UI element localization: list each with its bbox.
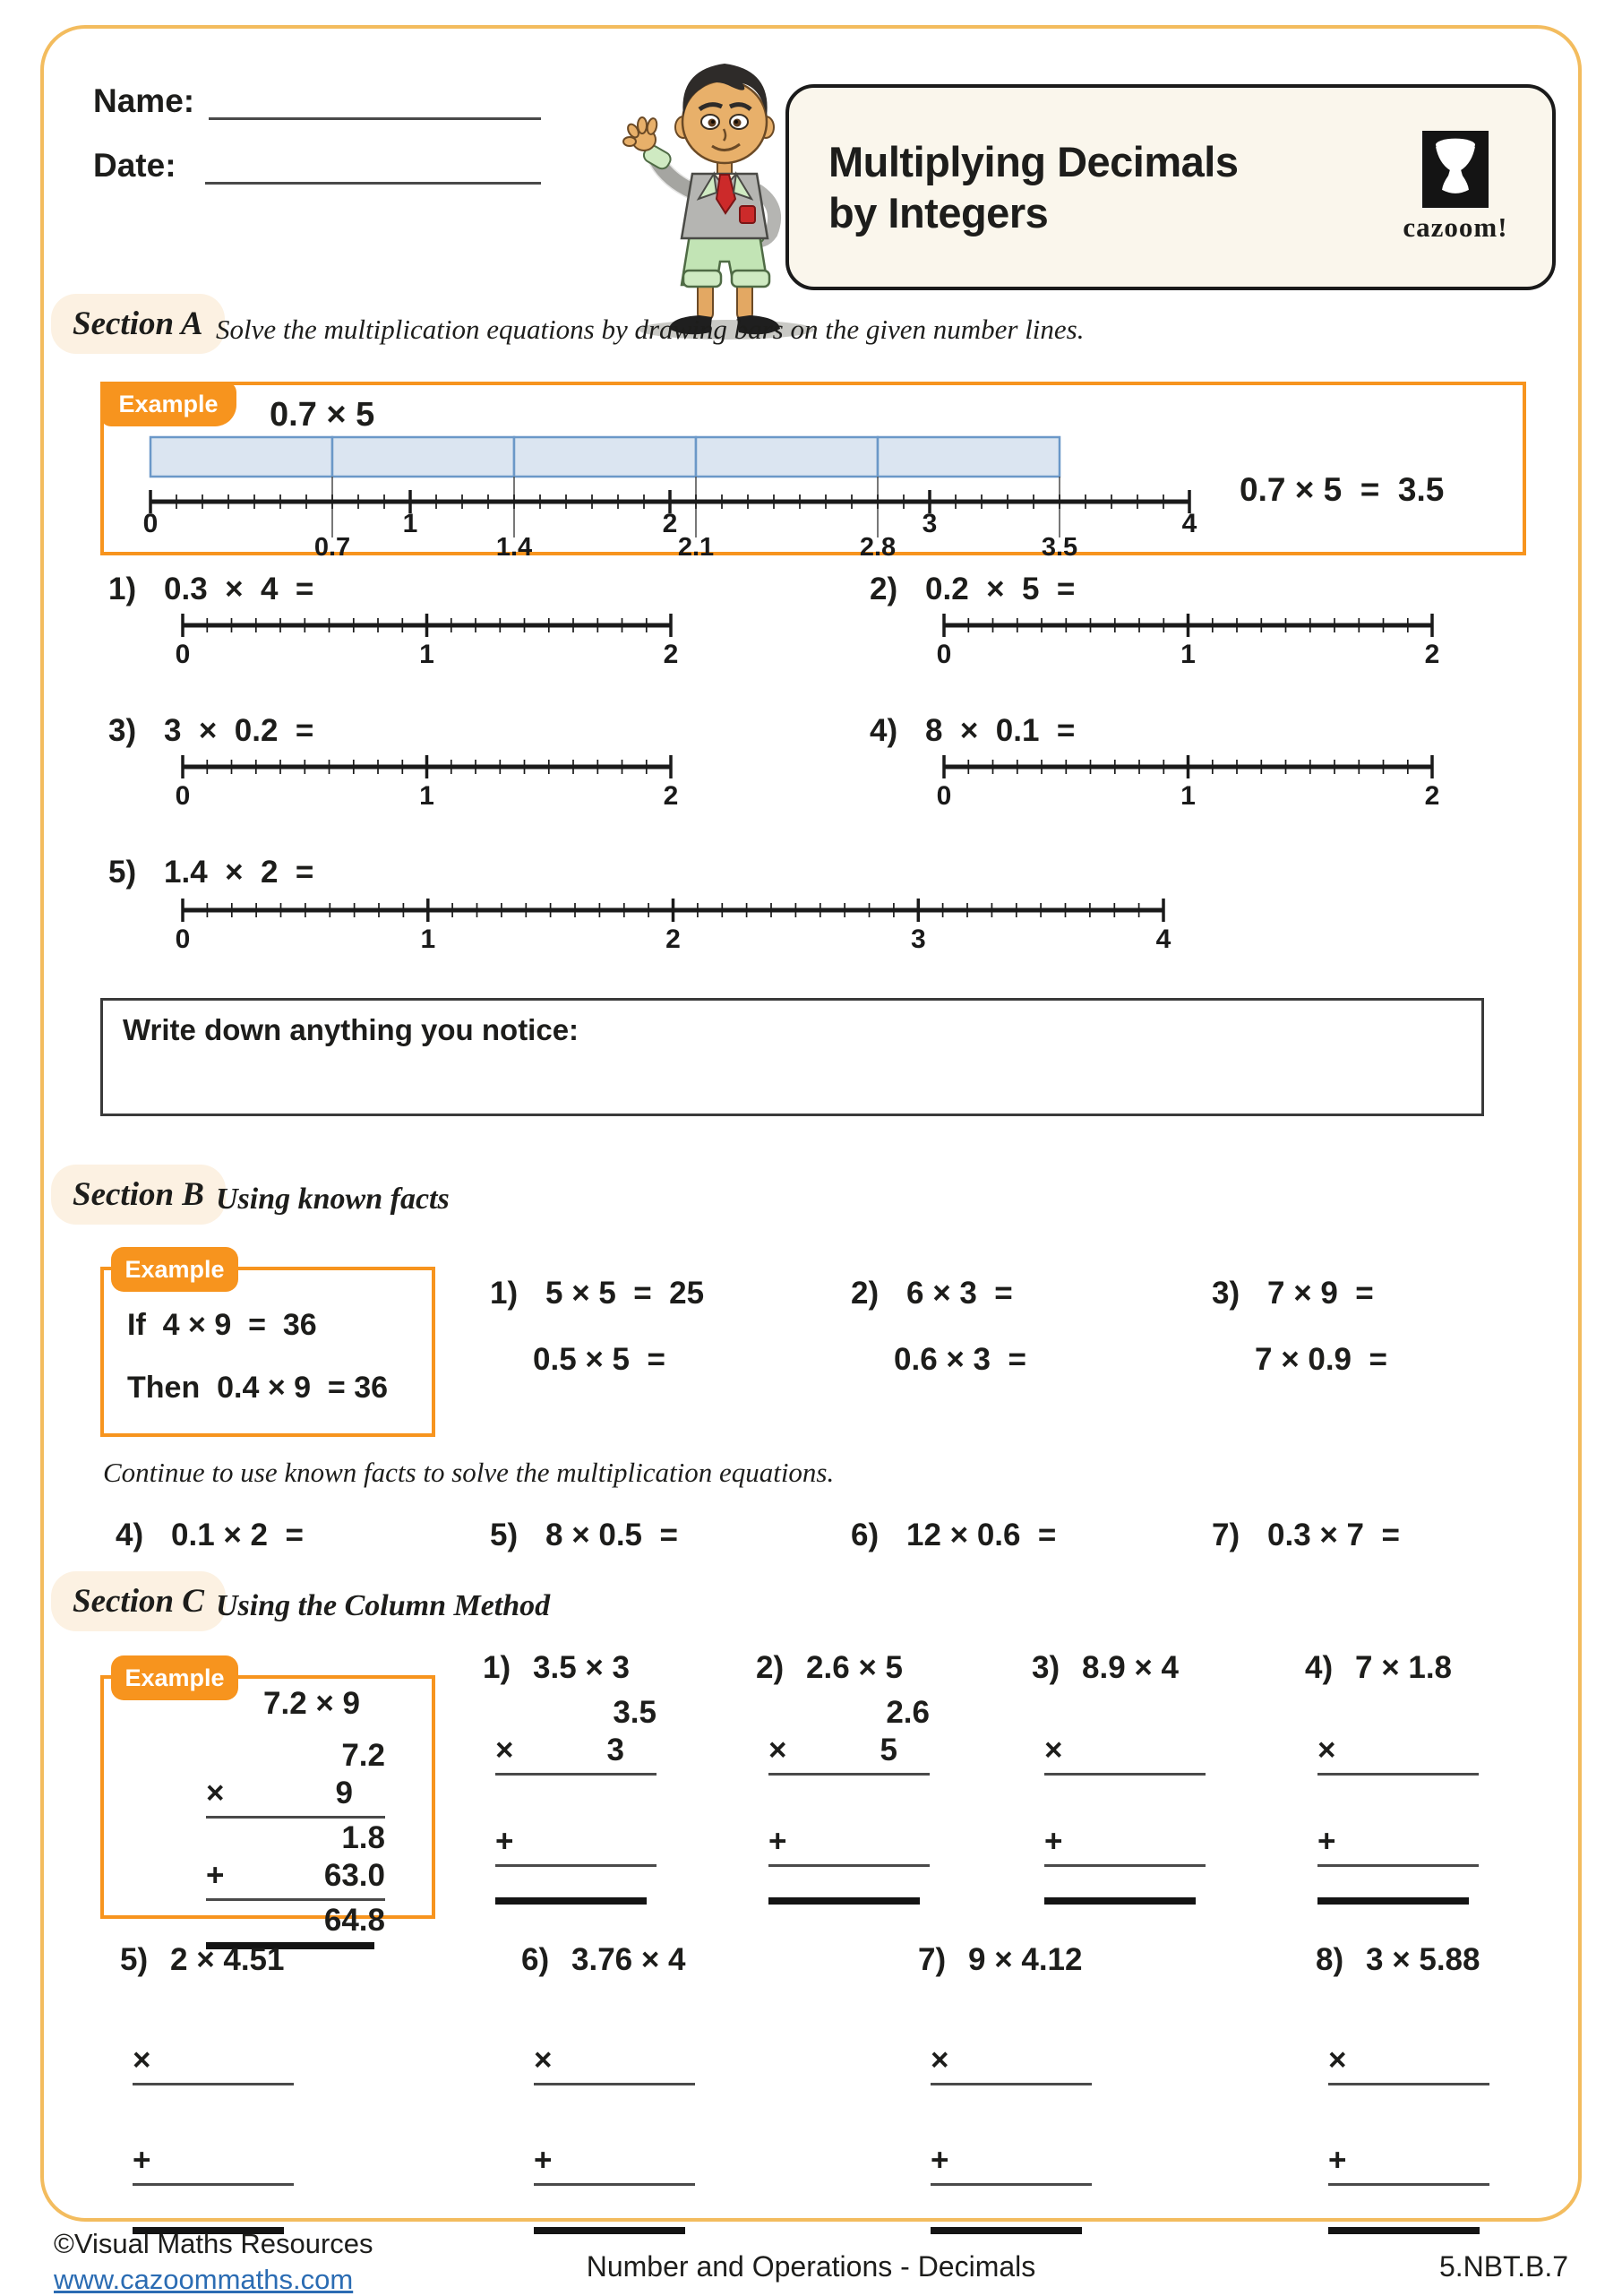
column-work-row: 64.8 bbox=[323, 1903, 385, 1938]
svg-text:2.8: 2.8 bbox=[859, 533, 897, 557]
svg-text:1: 1 bbox=[1180, 781, 1196, 811]
column-work-row: × 9 bbox=[206, 1776, 353, 1810]
question-c3: 3) 8.9 × 4 × + bbox=[1032, 1650, 1238, 1905]
column-work-row: + bbox=[1328, 2143, 1347, 2178]
svg-text:2: 2 bbox=[662, 509, 678, 538]
question-a4: 4) 8 × 0.1 = bbox=[870, 713, 1076, 748]
answer-line[interactable] bbox=[206, 1898, 385, 1901]
example-number-line bbox=[142, 432, 1198, 557]
example-derived-fact: Then 0.4 × 9 = 36 bbox=[127, 1371, 389, 1405]
question-c5: 5) 2 × 4.51 × + bbox=[120, 1942, 326, 2234]
svg-text:0: 0 bbox=[175, 924, 191, 954]
column-work-row: × bbox=[1044, 1733, 1063, 1767]
answer-space[interactable] bbox=[133, 2188, 294, 2225]
answer-line[interactable] bbox=[931, 2083, 1092, 2085]
answer-line[interactable] bbox=[768, 1773, 930, 1776]
svg-text:1: 1 bbox=[419, 640, 434, 669]
question-b3: 3) 7 × 9 = 7 × 0.9 = bbox=[1212, 1276, 1387, 1377]
answer-line[interactable] bbox=[206, 1816, 385, 1819]
answer-space[interactable] bbox=[495, 1777, 657, 1824]
svg-text:0: 0 bbox=[175, 781, 191, 811]
column-work[interactable] bbox=[1044, 1695, 1206, 1905]
result-line[interactable] bbox=[1328, 2227, 1480, 2234]
footer-standard-code: 5.NBT.B.7 bbox=[1438, 2250, 1568, 2283]
question-a5: 5) 1.4 × 2 = bbox=[108, 855, 314, 890]
answer-line[interactable] bbox=[1317, 1773, 1479, 1776]
question-c7: 7) 9 × 4.12 × + bbox=[918, 1942, 1124, 2234]
question-c6: 6) 3.76 × 4 × + bbox=[521, 1942, 727, 2234]
answer-line[interactable] bbox=[133, 2083, 294, 2085]
column-work-row: + bbox=[931, 2143, 949, 2178]
answer-space[interactable] bbox=[1328, 2188, 1489, 2225]
example-tab: Example bbox=[111, 1247, 238, 1292]
column-work[interactable] bbox=[534, 1987, 695, 2234]
column-work[interactable] bbox=[1328, 1987, 1489, 2234]
column-work-row: 1.8 bbox=[341, 1820, 385, 1855]
column-work-row: + bbox=[768, 1824, 787, 1859]
answer-line[interactable] bbox=[495, 1864, 657, 1867]
section-a-label: Section A bbox=[51, 294, 225, 354]
column-work-row: + bbox=[1044, 1824, 1063, 1859]
svg-text:2: 2 bbox=[663, 640, 679, 669]
svg-text:2: 2 bbox=[663, 781, 679, 811]
svg-text:3: 3 bbox=[910, 924, 926, 954]
svg-text:2: 2 bbox=[665, 924, 681, 954]
question-c2: 2) 2.6 × 5 2.6 × 5 + bbox=[756, 1650, 962, 1905]
svg-text:3: 3 bbox=[922, 509, 938, 538]
answer-space[interactable] bbox=[495, 1869, 657, 1896]
example-expression: 0.7 × 5 bbox=[270, 396, 375, 434]
question-c8: 8) 3 × 5.88 × + bbox=[1316, 1942, 1522, 2234]
svg-text:0: 0 bbox=[175, 640, 191, 669]
svg-text:2: 2 bbox=[1424, 640, 1440, 669]
question-b4: 4) 0.1 × 2 = bbox=[116, 1518, 304, 1552]
column-work-row: × bbox=[133, 2042, 151, 2077]
answer-line[interactable] bbox=[534, 2183, 695, 2186]
answer-line[interactable] bbox=[495, 1773, 657, 1776]
answer-space[interactable] bbox=[1044, 1695, 1206, 1733]
answer-line[interactable] bbox=[133, 2183, 294, 2186]
number-line[interactable] bbox=[935, 606, 1441, 673]
example-tab: Example bbox=[100, 382, 236, 426]
notice-box[interactable] bbox=[100, 998, 1484, 1116]
column-work-row: × bbox=[1328, 2042, 1347, 2077]
answer-space[interactable] bbox=[133, 2087, 294, 2143]
website-link[interactable]: www.cazoommaths.com bbox=[54, 2264, 354, 2295]
svg-text:1: 1 bbox=[402, 509, 418, 538]
svg-text:2: 2 bbox=[1424, 781, 1440, 811]
result-line[interactable] bbox=[1317, 1897, 1469, 1905]
result-line[interactable] bbox=[1044, 1897, 1196, 1905]
column-work[interactable] bbox=[1317, 1695, 1479, 1905]
svg-text:2.1: 2.1 bbox=[677, 533, 715, 557]
column-work-row: × 5 bbox=[768, 1733, 897, 1767]
question-b5: 5) 8 × 0.5 = bbox=[490, 1518, 678, 1552]
answer-line[interactable] bbox=[931, 2183, 1092, 2186]
question-b7: 7) 0.3 × 7 = bbox=[1212, 1518, 1400, 1552]
page-title: Multiplying Decimals by Integers bbox=[828, 137, 1239, 236]
column-work-row: + bbox=[133, 2143, 151, 2178]
copyright-text: ©Visual Maths Resources bbox=[54, 2228, 373, 2259]
answer-line[interactable] bbox=[1044, 1864, 1206, 1867]
name-input-line[interactable] bbox=[209, 83, 541, 120]
answer-space[interactable] bbox=[768, 1869, 930, 1896]
column-work-row: + bbox=[534, 2143, 553, 2178]
answer-space[interactable] bbox=[931, 2087, 1092, 2143]
section-c-subtitle: Using the Column Method bbox=[216, 1589, 551, 1622]
column-work-row: 3.5 bbox=[613, 1695, 657, 1730]
svg-text:1.4: 1.4 bbox=[495, 533, 533, 557]
column-work-row: × bbox=[1317, 1733, 1336, 1767]
answer-space[interactable] bbox=[1044, 1777, 1206, 1824]
column-work-row: + 63.0 bbox=[206, 1858, 385, 1893]
svg-text:4: 4 bbox=[1155, 924, 1171, 954]
question-b6: 6) 12 × 0.6 = bbox=[851, 1518, 1057, 1552]
column-work[interactable] bbox=[133, 1987, 294, 2234]
answer-space[interactable] bbox=[768, 1777, 930, 1824]
question-a3: 3) 3 × 0.2 = bbox=[108, 713, 314, 748]
column-work-row: + bbox=[1317, 1824, 1336, 1859]
example-tab: Example bbox=[111, 1655, 238, 1700]
number-line[interactable] bbox=[174, 606, 680, 673]
number-line[interactable] bbox=[174, 747, 680, 814]
question-c4: 4) 7 × 1.8 × + bbox=[1305, 1650, 1511, 1905]
question-a1: 1) 0.3 × 4 = bbox=[108, 572, 314, 606]
answer-space[interactable] bbox=[1328, 1987, 1489, 2042]
svg-text:0: 0 bbox=[936, 640, 952, 669]
section-b-continue-text: Continue to use known facts to solve the multiplication equations. bbox=[103, 1457, 835, 1488]
result-line[interactable] bbox=[495, 1897, 647, 1905]
answer-line[interactable] bbox=[1044, 1773, 1206, 1776]
result-line[interactable] bbox=[768, 1897, 920, 1905]
question-b2: 2) 6 × 3 = 0.6 × 3 = bbox=[851, 1276, 1026, 1377]
svg-text:1: 1 bbox=[419, 781, 434, 811]
worksheet-page bbox=[40, 25, 1582, 2222]
date-label: Date: bbox=[93, 147, 176, 184]
answer-space[interactable] bbox=[133, 1987, 294, 2042]
section-a-instruction: Solve the multiplication equations by drawing bars on the given number lines. bbox=[216, 314, 1085, 345]
svg-text:1: 1 bbox=[420, 924, 436, 954]
cazoom-logo bbox=[1384, 131, 1527, 244]
svg-text:0: 0 bbox=[936, 781, 952, 811]
svg-text:4: 4 bbox=[1181, 509, 1197, 538]
svg-text:0.7: 0.7 bbox=[313, 533, 351, 557]
drum-icon bbox=[1422, 131, 1489, 208]
result-line[interactable] bbox=[931, 2227, 1082, 2234]
section-b-label: Section B bbox=[51, 1165, 226, 1225]
answer-space[interactable] bbox=[534, 1987, 695, 2042]
section-b-subtitle: Using known facts bbox=[216, 1182, 450, 1216]
example-result: 0.7 × 5 = 3.5 bbox=[1240, 471, 1445, 508]
example-column-work bbox=[206, 1738, 385, 1949]
column-work-row: + bbox=[495, 1824, 514, 1859]
svg-text:1: 1 bbox=[1180, 640, 1196, 669]
answer-space[interactable] bbox=[1317, 1869, 1479, 1896]
answer-space[interactable] bbox=[1044, 1869, 1206, 1896]
footer-topic: Number and Operations - Decimals bbox=[586, 2250, 1036, 2283]
column-work-row: × 3 bbox=[495, 1733, 624, 1767]
column-work-row: × bbox=[534, 2042, 553, 2077]
column-work[interactable] bbox=[768, 1695, 930, 1905]
answer-line[interactable] bbox=[534, 2083, 695, 2085]
answer-space[interactable] bbox=[1328, 2087, 1489, 2143]
answer-space[interactable] bbox=[534, 2087, 695, 2143]
column-work-row: 2.6 bbox=[886, 1695, 930, 1730]
example-expression: 7.2 × 9 bbox=[263, 1686, 361, 1721]
answer-line[interactable] bbox=[768, 1864, 930, 1867]
number-line[interactable] bbox=[174, 890, 1172, 958]
answer-space[interactable] bbox=[1317, 1695, 1479, 1733]
column-work[interactable] bbox=[931, 1987, 1092, 2234]
question-c1: 1) 3.5 × 3 3.5 × 3 + bbox=[483, 1650, 689, 1905]
result-line[interactable] bbox=[534, 2227, 685, 2234]
section-c-label: Section C bbox=[51, 1571, 226, 1631]
question-b1: 1) 5 × 5 = 25 0.5 × 5 = bbox=[490, 1276, 705, 1377]
section-a-example-box bbox=[100, 382, 1526, 555]
example-fact: If 4 × 9 = 36 bbox=[127, 1308, 317, 1342]
number-line[interactable] bbox=[935, 747, 1441, 814]
date-input-line[interactable] bbox=[205, 148, 541, 185]
answer-space[interactable] bbox=[931, 2188, 1092, 2225]
answer-space[interactable] bbox=[534, 2188, 695, 2225]
column-work-row: × bbox=[931, 2042, 949, 2077]
question-a2: 2) 0.2 × 5 = bbox=[870, 572, 1076, 606]
answer-space[interactable] bbox=[1317, 1777, 1479, 1824]
answer-space[interactable] bbox=[931, 1987, 1092, 2042]
svg-text:3.5: 3.5 bbox=[1041, 533, 1078, 557]
logo-wordmark: cazoom! bbox=[1403, 211, 1508, 243]
answer-line[interactable] bbox=[1328, 2183, 1489, 2186]
worksheet-title-box bbox=[785, 84, 1556, 290]
section-c-example-box bbox=[100, 1664, 435, 1938]
column-work-row: 7.2 bbox=[341, 1738, 385, 1773]
answer-line[interactable] bbox=[1328, 2083, 1489, 2085]
section-b-example-box bbox=[100, 1255, 435, 1437]
column-work[interactable] bbox=[495, 1695, 657, 1905]
student-info bbox=[93, 82, 541, 211]
svg-text:0: 0 bbox=[142, 509, 159, 538]
name-label: Name: bbox=[93, 82, 195, 119]
answer-line[interactable] bbox=[1317, 1864, 1479, 1867]
notice-label: Write down anything you notice: bbox=[123, 1013, 579, 1046]
